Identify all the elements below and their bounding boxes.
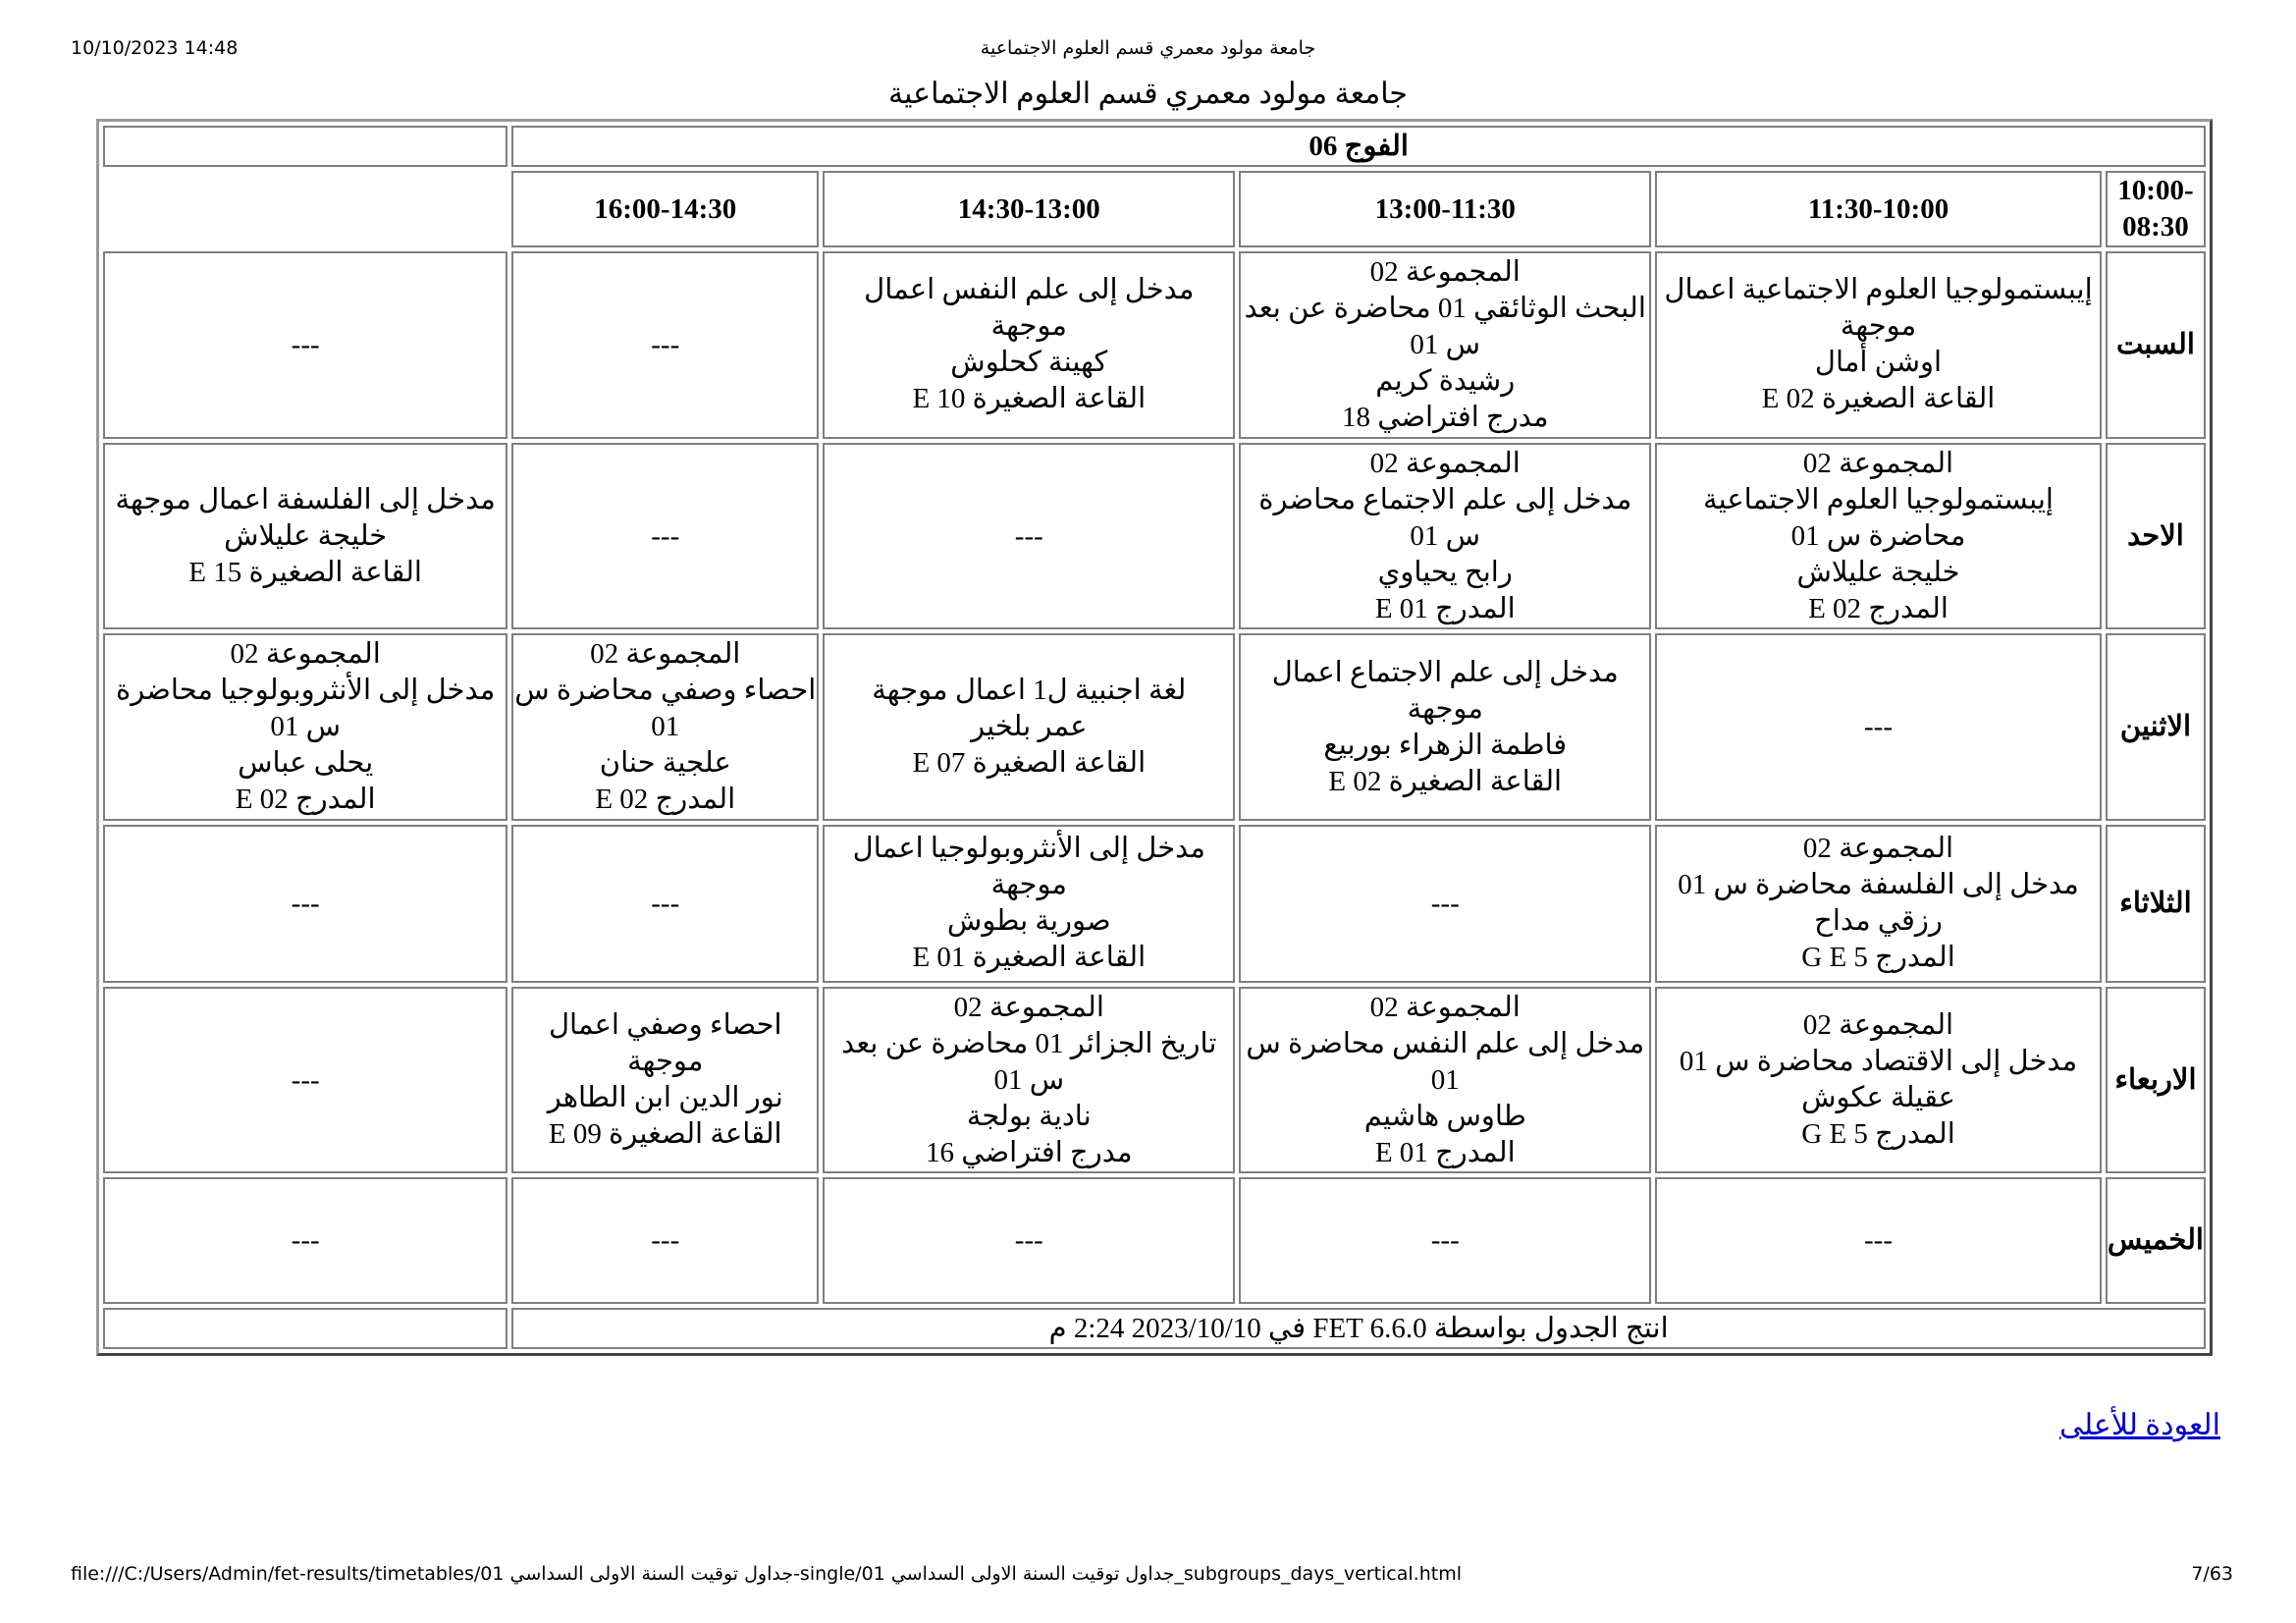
session-line: المدرج E 02 (1808, 592, 1949, 624)
session-line: --- (651, 887, 680, 919)
empty-slot (1239, 1177, 1651, 1304)
session-cell (1239, 987, 1651, 1174)
empty-slot (823, 443, 1235, 630)
session-line: نور الدين ابن الطاهر (547, 1082, 783, 1114)
session-line: خليجة عليلاش (1796, 556, 1960, 588)
empty-slot (103, 1177, 507, 1304)
page-number: 7/63 (2191, 1563, 2233, 1585)
session-line: رزقي مداح (1814, 905, 1943, 938)
day-row (103, 1177, 2206, 1304)
session-cell (823, 633, 1235, 821)
group-title: الفوج 06 (511, 126, 2206, 167)
session-cell (1239, 633, 1651, 821)
session-line: عمر بلخير (971, 711, 1088, 743)
time-slot-header: 13:00-11:30 (1239, 171, 1651, 247)
session-cell (511, 633, 819, 821)
session-line: احصاء وصفي محاضرة س 01 (514, 675, 817, 743)
session-cell (103, 633, 507, 821)
session-cell (1655, 987, 2102, 1174)
back-to-top-link[interactable]: العودة للأعلى (2059, 1409, 2220, 1441)
session-line: نادية بولجة (966, 1100, 1092, 1132)
session-line: مدخل إلى الأنثروبولوجيا اعمال موجهة (852, 833, 1205, 901)
session-cell (1239, 251, 1651, 439)
session-line: صورية بطوش (946, 905, 1111, 938)
session-line: مدخل إلى الاقتصاد محاضرة س 01 (1679, 1046, 2078, 1078)
session-line: اوشن أمال (1814, 347, 1943, 379)
empty-slot (511, 1177, 819, 1304)
session-line: المدرج E 02 (595, 784, 736, 816)
session-line: عقيلة عكوش (1801, 1082, 1955, 1114)
session-line: --- (1014, 1224, 1043, 1257)
session-cell (103, 443, 507, 630)
session-line: القاعة الصغيرة E 10 (912, 383, 1147, 415)
timetable-body (103, 251, 2206, 1304)
session-line: القاعة الصغيرة E 02 (1328, 765, 1563, 797)
day-label: الاربعاء (2106, 987, 2206, 1174)
day-row (103, 633, 2206, 821)
timetable (96, 119, 2213, 1356)
session-line: المجموعة 02 (230, 638, 381, 671)
session-line: مدرج افتراضي 16 (926, 1136, 1133, 1168)
empty-slot (511, 443, 819, 630)
session-line: المدرج G E 5 (1801, 1118, 1955, 1151)
time-slot-header: 10:00-08:30 (2106, 171, 2206, 247)
session-line: إيبستمولوجيا العلوم الاجتماعية محاضرة س 01 (1703, 483, 2054, 552)
session-line: إيبستمولوجيا العلوم الاجتماعية اعمال موجهة (1664, 274, 2093, 343)
session-line: القاعة الصغيرة E 02 (1761, 383, 1996, 415)
session-line: المجموعة 02 (1369, 991, 1521, 1023)
print-title: جامعة مولود معمري قسم العلوم الاجتماعية (980, 37, 1316, 59)
day-label: الاثنين (2106, 633, 2206, 821)
generated-note: انتج الجدول بواسطة FET 6.6.0 في 2023/10/10 2:24 م (511, 1308, 2206, 1349)
session-cell (1655, 251, 2102, 439)
session-line: --- (1864, 711, 1893, 743)
session-line: مدخل إلى علم النفس محاضرة س 01 (1246, 1027, 1645, 1096)
day-label: الخميس (2106, 1177, 2206, 1304)
session-line: المجموعة 02 (953, 991, 1104, 1023)
session-line: --- (1014, 519, 1043, 552)
session-line: مدخل إلى علم الاجتماع محاضرة س 01 (1258, 483, 1632, 552)
session-line: فاطمة الزهراء بوربيع (1323, 729, 1568, 761)
empty-slot (1655, 1177, 2102, 1304)
session-line: تاريخ الجزائر 01 محاضرة عن بعد س 01 (841, 1027, 1217, 1096)
day-row (103, 251, 2206, 439)
time-slot-header: 11:30-10:00 (1655, 171, 2102, 247)
session-cell (1655, 443, 2102, 630)
corner-cell (103, 126, 507, 167)
session-line: القاعة الصغيرة E 01 (912, 942, 1147, 974)
session-line: خليجة عليلاش (224, 519, 388, 552)
file-path: file:///C:/Users/Admin/fet-results/timetables/01 جداول توقيت السنة الاولى السداسي-single/01 جداول توقيت السنة الاولى السداسي_subgroups_days_vertical.html (71, 1563, 1462, 1585)
session-cell (823, 987, 1235, 1174)
session-line: كهينة كحلوش (950, 347, 1108, 379)
time-slot-header: 16:00-14:30 (511, 171, 819, 247)
session-line: يحلى عباس (238, 747, 374, 780)
session-line: رشيدة كريم (1375, 364, 1516, 397)
page-heading: جامعة مولود معمري قسم العلوم الاجتماعية (888, 78, 1408, 110)
empty-slot (511, 251, 819, 439)
session-line: احصاء وصفي اعمال موجهة (548, 1009, 782, 1078)
empty-slot (1655, 633, 2102, 821)
empty-slot (103, 251, 507, 439)
session-line: المجموعة 02 (1369, 447, 1521, 479)
session-line: المدرج E 01 (1374, 1136, 1516, 1168)
session-line: مدخل إلى الأنثروبولوجيا محاضرة س 01 (116, 675, 496, 743)
session-line: مدخل إلى الفلسفة محاضرة س 01 (1678, 869, 2079, 901)
day-row (103, 987, 2206, 1174)
session-line: رابح يحياوي (1377, 556, 1513, 588)
session-cell (511, 987, 819, 1174)
day-row (103, 443, 2206, 630)
session-line: لغة اجنبية ل1 اعمال موجهة (872, 675, 1187, 707)
session-line: --- (291, 887, 320, 919)
print-date: 10/10/2023 14:48 (71, 37, 239, 59)
session-line: المجموعة 02 (590, 638, 741, 671)
session-line: طاوس هاشيم (1363, 1100, 1526, 1132)
session-line: --- (651, 328, 680, 360)
empty-slot (511, 825, 819, 983)
session-line: مدخل إلى الفلسفة اعمال موجهة (115, 483, 496, 515)
session-line: --- (291, 1224, 320, 1257)
empty-slot (103, 825, 507, 983)
session-line: المدرج E 01 (1374, 592, 1516, 624)
session-cell (1239, 443, 1651, 630)
footer-corner-cell (103, 1308, 507, 1349)
session-line: علجية حنان (599, 747, 731, 780)
empty-slot (1239, 825, 1651, 983)
session-line: المجموعة 02 (1802, 833, 1954, 865)
session-line: مدرج افتراضي 18 (1342, 401, 1549, 433)
session-line: مدخل إلى علم النفس اعمال موجهة (864, 274, 1195, 343)
time-slot-header: 14:30-13:00 (823, 171, 1235, 247)
time-header-row (103, 171, 2206, 247)
empty-slot (103, 987, 507, 1174)
session-line: المدرج E 02 (235, 784, 376, 816)
day-label: الثلاثاء (2106, 825, 2206, 983)
session-line: المجموعة 02 (1369, 255, 1521, 288)
session-line: --- (651, 519, 680, 552)
session-line: القاعة الصغيرة E 09 (548, 1118, 782, 1151)
day-label: السبت (2106, 251, 2206, 439)
session-line: المجموعة 02 (1802, 447, 1954, 479)
session-cell (1655, 825, 2102, 983)
session-line: القاعة الصغيرة E 15 (188, 556, 422, 588)
day-row (103, 825, 2206, 983)
session-cell (823, 251, 1235, 439)
day-label: الاحد (2106, 443, 2206, 630)
session-line: البحث الوثائقي 01 محاضرة عن بعد س 01 (1244, 292, 1646, 360)
session-line: --- (291, 328, 320, 360)
session-line: --- (1430, 1224, 1460, 1257)
session-line: --- (651, 1224, 680, 1257)
empty-slot (823, 1177, 1235, 1304)
session-line: --- (291, 1063, 320, 1096)
session-line: القاعة الصغيرة E 07 (912, 747, 1147, 780)
session-line: مدخل إلى علم الاجتماع اعمال موجهة (1271, 656, 1619, 725)
session-line: المدرج G E 5 (1801, 942, 1955, 974)
session-cell (823, 825, 1235, 983)
session-line: --- (1430, 887, 1460, 919)
session-line: المجموعة 02 (1802, 1009, 1954, 1042)
session-line: --- (1864, 1224, 1893, 1257)
